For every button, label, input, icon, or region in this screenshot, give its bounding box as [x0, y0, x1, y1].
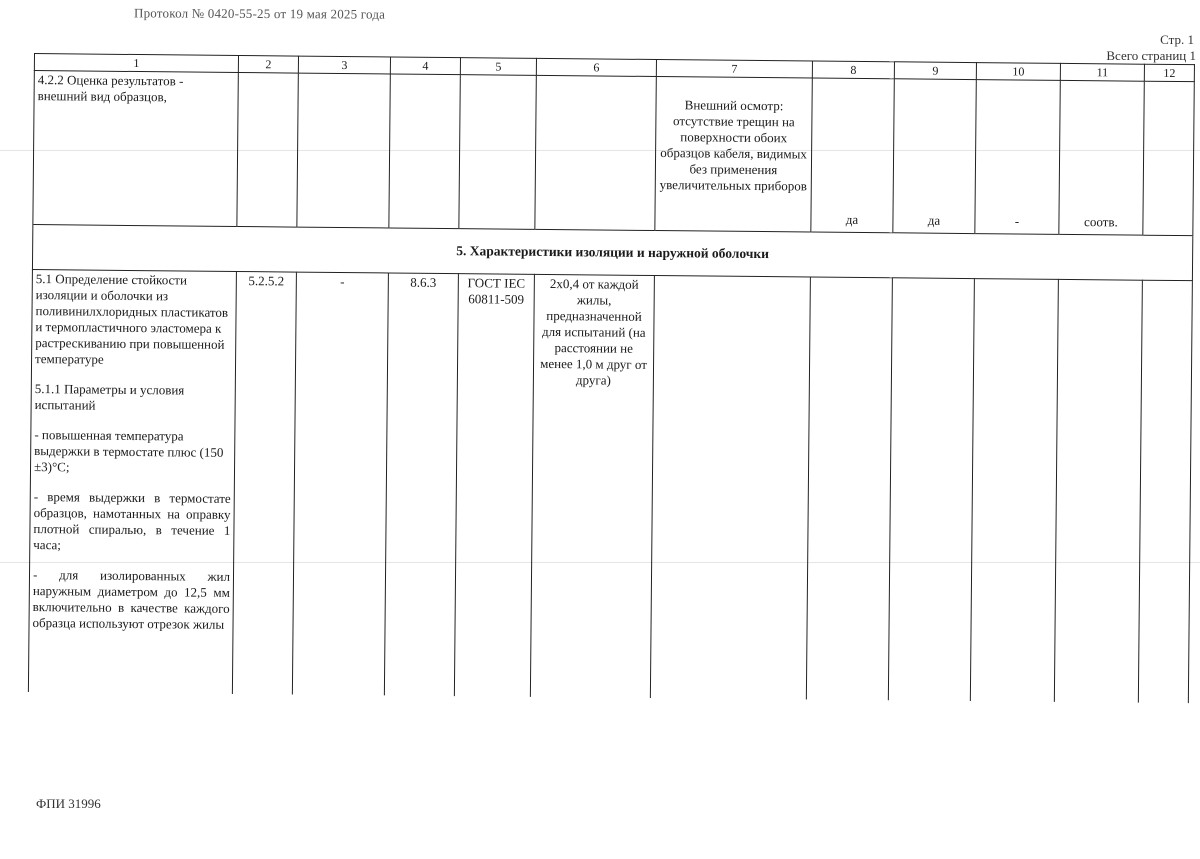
standard-ref: ГОСТ IEC 60811-509 [454, 274, 534, 697]
col-number: 10 [976, 63, 1060, 81]
row-51-description [28, 270, 236, 694]
empty-cell [535, 75, 656, 230]
empty-cell [389, 74, 460, 229]
empty-cell [237, 73, 298, 228]
col-number: 2 [238, 56, 298, 74]
col-number: 4 [390, 57, 460, 75]
requirement-text: Внешний осмотр: отсутствие трещин на поверхности обоих образцов кабеля, видимых без применения увеличительных приборов [655, 77, 812, 232]
param-duration: - время выдержки в термостате образцов, намотанных на оправку плотной спиралью, в течение 1 часа; [33, 489, 231, 553]
empty-cell [1143, 81, 1194, 235]
protocol-header: Протокол № 0420-55-25 от 19 мая 2025 года [133, 5, 386, 22]
col-number: 5 [460, 58, 536, 76]
col-number: 11 [1060, 63, 1144, 81]
section-title: 5. Характеристики изоляции и наружной оболочки [32, 225, 1192, 281]
col-number: 9 [894, 62, 976, 80]
empty-cell [650, 276, 810, 700]
test-title: 5.1 Определение стойкости изоляции и оболочки из поливинилхлоридных пластикатов и термопластичного эластомера к растрескиванию при повышенной температуре [35, 271, 229, 367]
results-table [28, 53, 1195, 703]
dash-cell: - [292, 272, 388, 695]
col-number: 3 [298, 56, 390, 74]
empty-cell [970, 279, 1058, 702]
clause-ref: 5.2.5.2 [232, 271, 296, 694]
table-row [28, 270, 1192, 704]
col-number: 7 [656, 60, 812, 78]
table-row [33, 71, 1194, 236]
col-number: 6 [536, 58, 656, 76]
page-number: Стр. 1 [1160, 32, 1194, 47]
empty-cell [806, 277, 892, 700]
empty-cell [297, 73, 390, 228]
result-cell: да [811, 78, 894, 233]
test-params-heading: 5.1.1 Параметры и условия испытаний [34, 381, 185, 413]
empty-cell [459, 75, 536, 230]
method-ref: 8.6.3 [384, 273, 458, 696]
footer-code: ФПИ 31996 [36, 796, 101, 811]
param-sample: - для изолированных жил наружным диаметром до 12,5 мм включительно в качестве каждого образца используют отрезок жилы [32, 567, 231, 632]
result-cell: да [893, 79, 976, 234]
empty-cell [1054, 279, 1142, 702]
row-422-title: 4.2.2 Оценка результатов - внешний вид образцов, [33, 71, 238, 227]
col-number: 8 [812, 61, 894, 79]
empty-cell [1138, 280, 1192, 703]
conformity-cell: соотв. [1059, 80, 1144, 235]
col-number: 12 [1144, 64, 1194, 81]
param-temperature: - повышенная температура выдержки в термостате плюс (150 ±3)°С; [33, 427, 224, 475]
col-number: 1 [34, 54, 238, 73]
sample-spec: 2х0,4 от каждой жилы, предназначенной для испытаний (на расстоянии не менее 1,0 м друг от друга) [530, 274, 654, 698]
total-pages: Всего страниц 1 [1106, 48, 1196, 63]
empty-cell [888, 278, 974, 701]
result-cell: - [975, 80, 1060, 235]
